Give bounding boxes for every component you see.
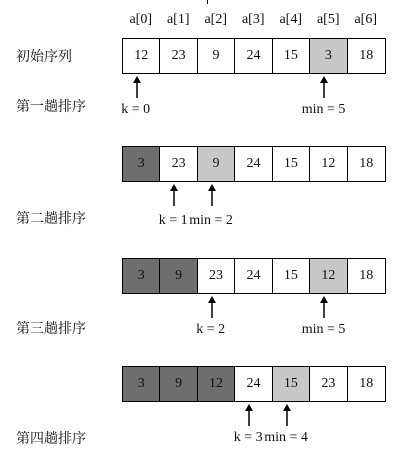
- pointer-arrow: [318, 296, 330, 318]
- min-pointer-label: min = 5: [301, 102, 346, 117]
- array-index-label: a[0]: [129, 12, 153, 27]
- array-cell: 12: [310, 147, 347, 181]
- array-index-label: a[3]: [241, 12, 265, 27]
- array-cell: 12: [310, 259, 347, 293]
- pointer-arrow: [131, 76, 143, 98]
- array-index-label: a[6]: [354, 12, 378, 27]
- min-pointer-label: min = 5: [301, 322, 346, 337]
- pointer-arrow: [318, 76, 330, 98]
- k-pointer-label: k = 3: [233, 430, 263, 445]
- array-cell: 3: [123, 147, 160, 181]
- array-cell: 18: [359, 48, 374, 63]
- pointer-arrow: [206, 296, 218, 318]
- array-cell: 18: [359, 268, 374, 283]
- array-cell: 15: [273, 39, 310, 73]
- k-pointer-label: k = 2: [196, 322, 226, 337]
- array-cell: 24: [235, 147, 272, 181]
- pointer-arrow: [206, 184, 218, 206]
- min-pointer-label: min = 4: [264, 430, 308, 445]
- array-index-label: a[5]: [316, 12, 340, 27]
- array-cell: 15: [273, 259, 310, 293]
- array-row: [122, 38, 386, 74]
- array-cell: 15: [273, 367, 310, 401]
- array-cell: 18: [359, 376, 374, 391]
- pass-label: 第一趟排序: [16, 99, 86, 115]
- array-cell: 15: [273, 147, 310, 181]
- array-row: [122, 146, 386, 182]
- array-cell: 12: [198, 367, 235, 401]
- array-cell: 9: [160, 259, 197, 293]
- array-cell: 3: [123, 367, 160, 401]
- pass-label: 初始序列: [16, 49, 72, 65]
- array-row: [122, 366, 386, 402]
- array-row: [122, 258, 386, 294]
- array-index-label: a[4]: [279, 12, 303, 27]
- array-cell: 23: [310, 367, 347, 401]
- array-cell: 9: [160, 367, 197, 401]
- array-cell: 24: [235, 39, 272, 73]
- array-index-label: a[2]: [204, 12, 228, 27]
- k-pointer-label: k = 0: [121, 102, 151, 117]
- pass-label: 第二趟排序: [16, 211, 86, 227]
- pass-label: 第三趟排序: [16, 321, 86, 337]
- array-cell: 23: [198, 259, 235, 293]
- array-cell: 9: [198, 39, 235, 73]
- k-pointer-label: k = 1: [158, 213, 188, 228]
- top-tick-mark: [207, 0, 208, 4]
- array-index-label: a[1]: [166, 12, 190, 27]
- array-cell: 3: [310, 39, 347, 73]
- array-cell: 3: [123, 259, 160, 293]
- array-cell: 9: [198, 147, 235, 181]
- array-cell: 24: [235, 259, 272, 293]
- pointer-arrow: [168, 184, 180, 206]
- array-cell: 23: [160, 39, 197, 73]
- array-cell: 12: [123, 39, 160, 73]
- pointer-arrow: [281, 404, 293, 426]
- array-cell: 23: [160, 147, 197, 181]
- array-cell: 18: [359, 156, 374, 171]
- pass-label: 第四趟排序: [16, 431, 86, 447]
- min-pointer-label: min = 2: [189, 213, 233, 228]
- array-cell: 24: [235, 367, 272, 401]
- pointer-arrow: [243, 404, 255, 426]
